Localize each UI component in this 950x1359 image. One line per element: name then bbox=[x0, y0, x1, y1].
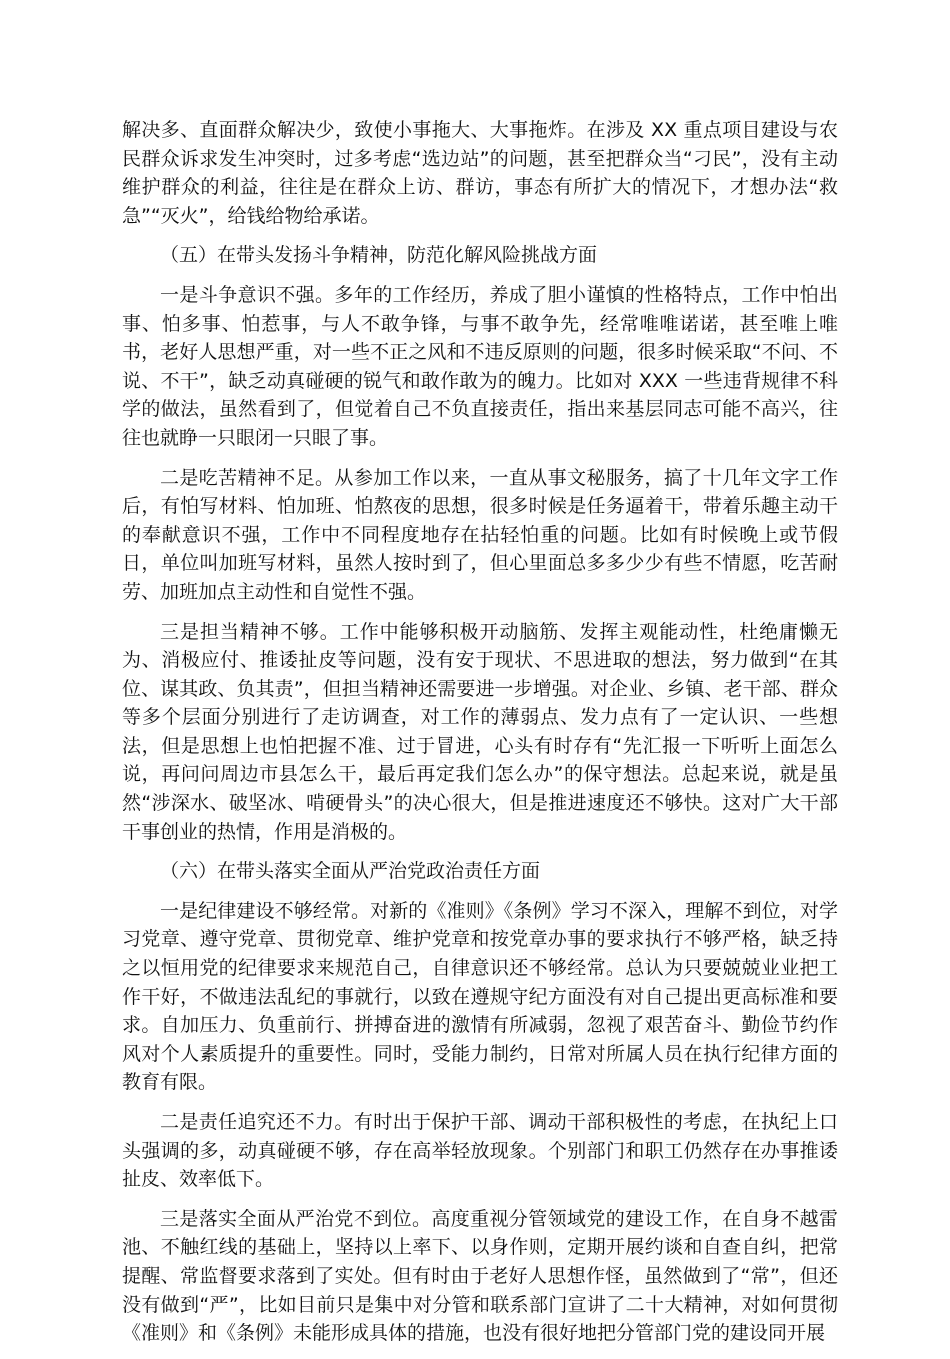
section-heading-5: （五）在带头发扬斗争精神，防范化解风险挑战方面 bbox=[160, 244, 598, 267]
paragraph-hardship-spirit: 二是吃苦精神不足。从参加工作以来，一直从事文秘服务，搞了十几年文字工作后，有怕写材料、怕加班、怕熬夜的思想，很多时候是任务逼着干，带着乐趣主动干的奉献意识不强，工作中不同程度地存在拈轻怕重的问题。比如有时候晚上或节假日，单位叫加班写材料，虽然人按时到了，但心里面总多多少少有些不情愿，吃苦耐劳、加班加点主动性和自觉性不强。 bbox=[122, 466, 838, 603]
paragraph-accountability: 二是责任追究还不力。有时出于保护干部、调动干部积极性的考虑，在执纪上口头强调的多，动真碰硬不够，存在高举轻放现象。个别部门和职工仍然存在办事推诿扯皮、效率低下。 bbox=[122, 1111, 838, 1191]
document-page bbox=[122, 116, 838, 1359]
paragraph-responsibility-spirit: 三是担当精神不够。工作中能够积极开动脑筋、发挥主观能动性，杜绝庸懒无为、消极应付、推诿扯皮等问题，没有安于现状、不思进取的想法，努力做到“在其位、谋其政、负其责”，但担当精神还需要进一步增强。对企业、乡镇、老干部、群众等多个层面分别进行了走访调查，对工作的薄弱点、发力点有了一定认识、一些想法，但是思想上也怕把握不准、过于冒进，心头有时存有“先汇报一下听听上面怎么说，再问问周边市县怎么干，最后再定我们怎么办”的保守想法。总起来说，就是虽然“涉深水、破坚冰、啃硬骨头”的决心很大，但是推进速度还不够快。这对广大干部干事创业的热情，作用是消极的。 bbox=[122, 620, 838, 843]
paragraph-party-governance: 三是落实全面从严治党不到位。高度重视分管领域党的建设工作，在自身不越雷池、不触红线的基础上，坚持以上率下、以身作则，定期开展约谈和自查自纠，把常提醒、常监督要求落到了实处。但有时由于老好人思想作怪，虽然做到了“常”，但还没有做到“严”，比如目前只是集中对分管和联系部门宣讲了二十大精神，对如何贯彻《准则》和《条例》未能形成具体的措施，也没有很好地把分管部门党的建设同开展 bbox=[122, 1207, 838, 1345]
section-heading-6: （六）在带头落实全面从严治党政治责任方面 bbox=[160, 860, 541, 883]
paragraph-continuation: 解决多、直面群众解决少，致使小事拖大、大事拖炸。在涉及 XX 重点项目建设与农民群众诉求发生冲突时，过多考虑“选边站”的问题，甚至把群众当“刁民”，没有主动维护群众的利益，往往是在群众上访、群访，事态有所扩大的情况下，才想办法“救急”“灭火”，给钱给物给承诺。 bbox=[122, 119, 838, 227]
paragraph-discipline-building: 一是纪律建设不够经常。对新的《准则》《条例》学习不深入，理解不到位，对学习党章、遵守党章、贯彻党章、维护党章和按党章办事的要求执行不够严格，缺乏持之以恒用党的纪律要求来规范自己，自律意识还不够经常。总认为只要兢兢业业把工作干好，不做违法乱纪的事就行，以致在遵规守纪方面没有对自己提出更高标准和要求。自加压力、负重前行、拼搏奋进的激情有所减弱，忽视了艰苦奋斗、勤俭节约作风对个人素质提升的重要性。同时，受能力制约，日常对所属人员在执行纪律方面的教育有限。 bbox=[122, 899, 838, 1094]
paragraph-struggle-awareness: 一是斗争意识不强。多年的工作经历，养成了胆小谨慎的性格特点，工作中怕出事、怕多事、怕惹事，与人不敢争锋，与事不敢争先，经常唯唯诺诺，甚至唯上唯书，老好人思想严重，对一些不正之风和不违反原则的问题，很多时候采取“不问、不说、不干”，缺乏动真碰硬的锐气和敢作敢为的魄力。比如对 XXX 一些违背规律不科学的做法，虽然看到了，但觉着自己不负直接责任，指出来基层同志可能不高兴，往往也就睁一只眼闭一只眼了事。 bbox=[122, 283, 838, 449]
